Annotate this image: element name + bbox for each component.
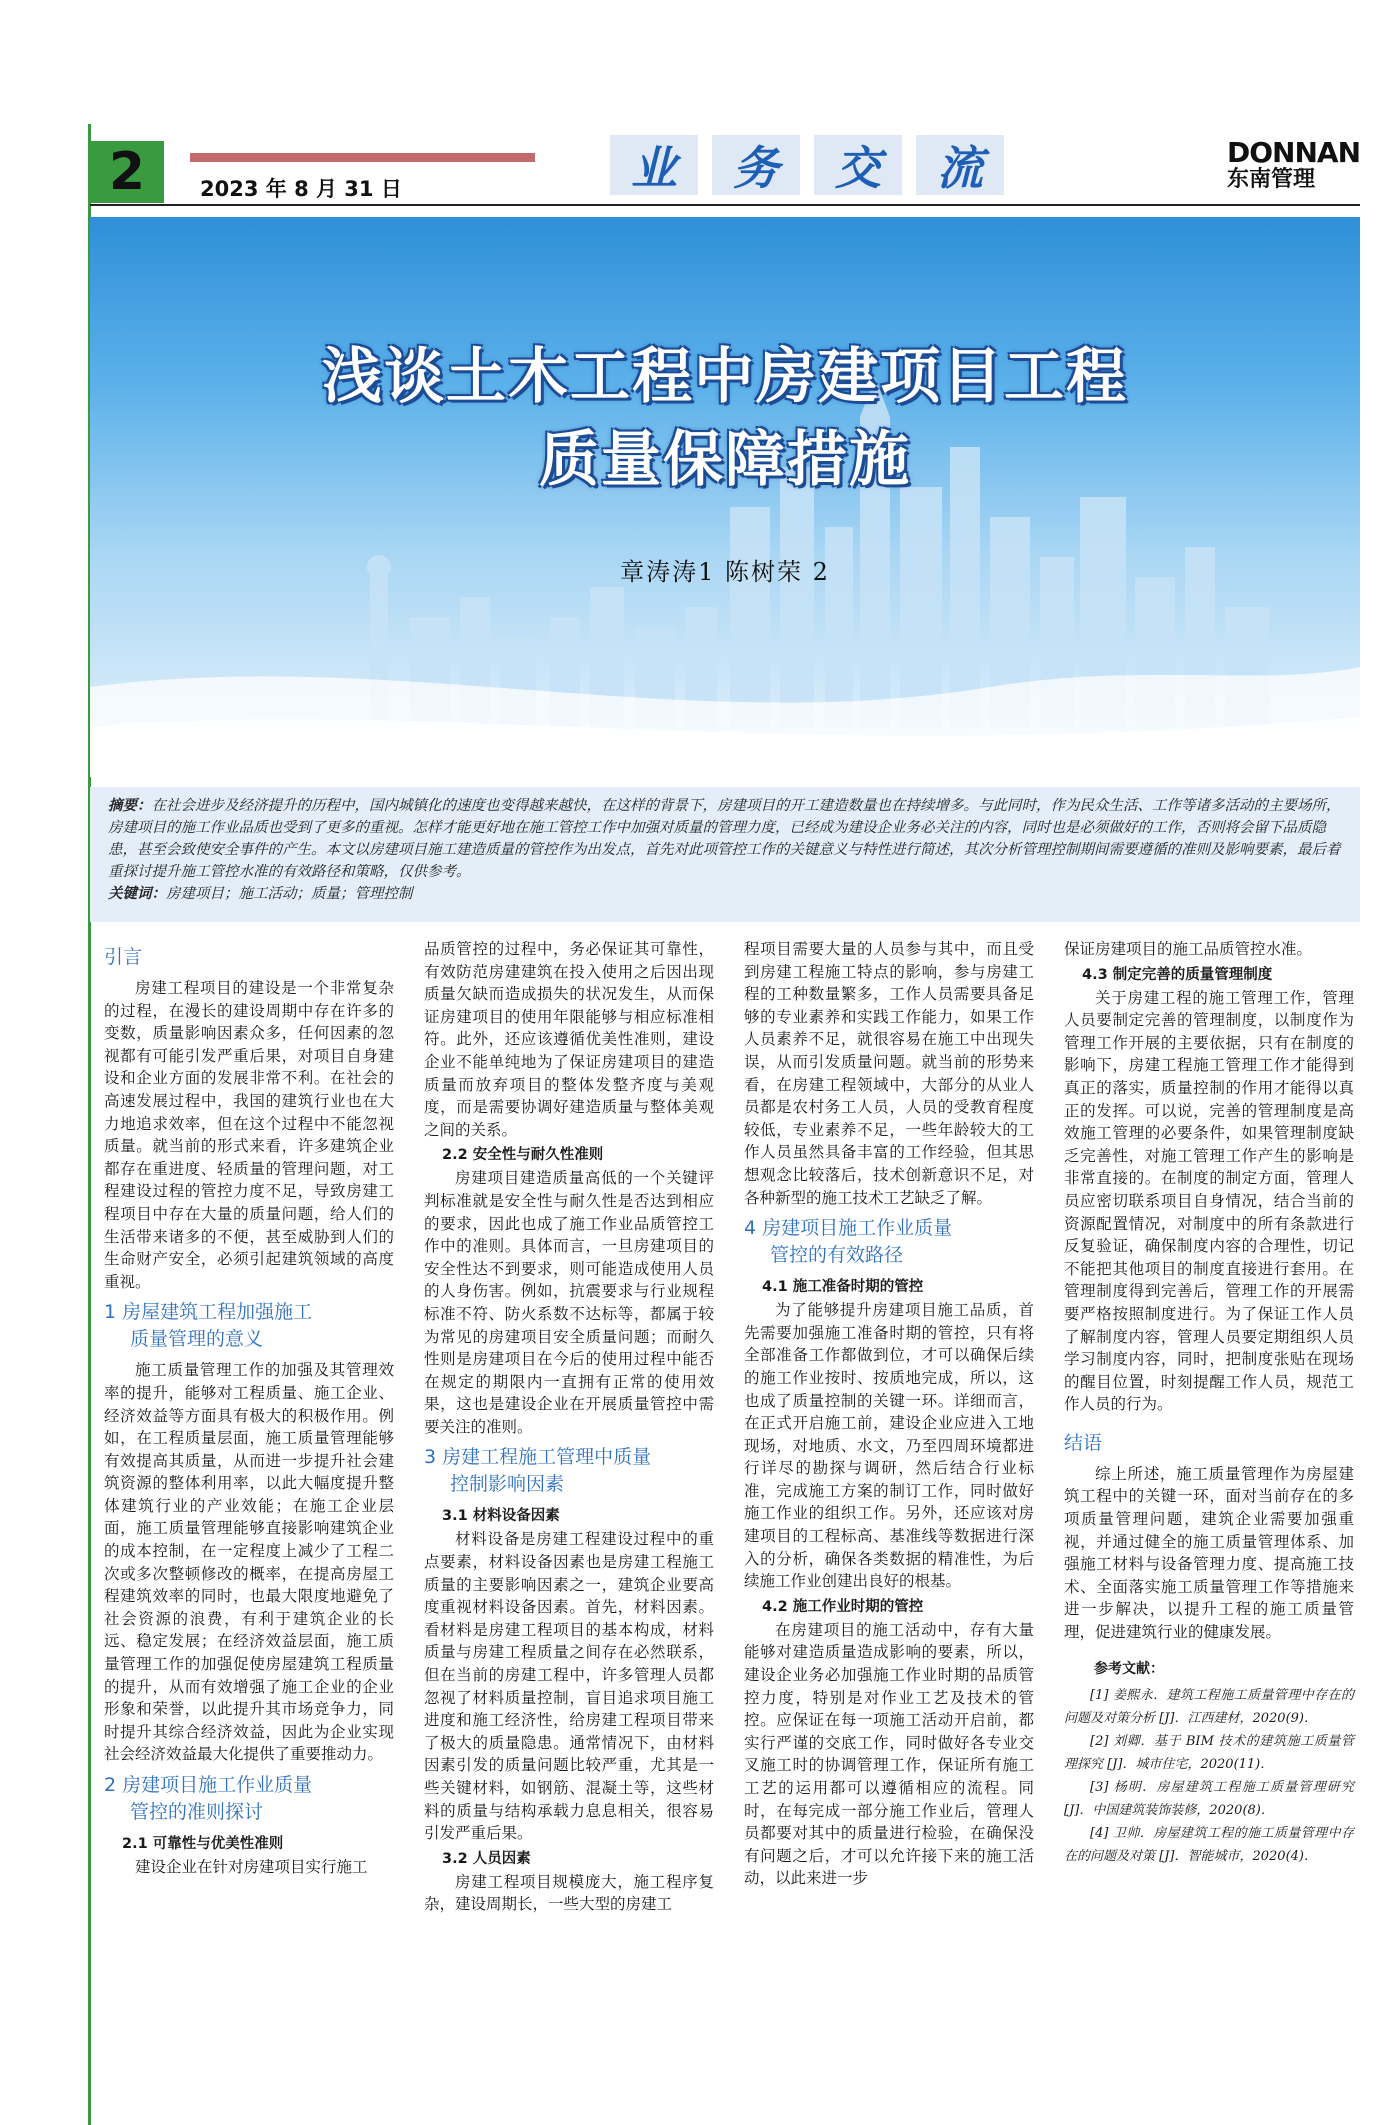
article-body [104, 938, 1354, 2108]
references-title: 参考文献： [1094, 1660, 1164, 1677]
abstract-box [90, 787, 1360, 922]
subheading-3-2: 3.2 人员因素 [442, 1850, 531, 1867]
paragraph: 房建工程项目规模庞大，施工程序复杂，建设周期长，一些大型的房建工 [424, 1872, 714, 1914]
column-3 [744, 938, 1034, 1890]
abstract-text: 在社会进步及经济提升的历程中，国内城镇化的速度也变得越来越快，在这样的背景下，房建项目的开工建造数量也在持续增多。与此同时，作为民众生活、工作等诸多活动的主要场所，房建项目的施工作业品质也受到了更多的重视。怎样才能更好地在施工管控工作中加强对质量的管理力度，已经成为建设企业务必关注的内容，同时也是必须做好的工作，否则将会留下品质隐患，甚至会致使安全事件的产生。本文以房建项目施工建造质量的管控作为出发点，首先对此项管控工作的关键意义与特性进行简述，其次分析管理控制期间需要遵循的准则及影响要素，最后着重探讨提升施工管控水准的有效路径和策略，仅供参考。 [108, 798, 1341, 880]
page-number-box [90, 141, 164, 203]
keywords [108, 883, 1342, 905]
article-authors: 章涛涛1 陈树荣 2 [620, 558, 830, 586]
subheading-4-2: 4.2 施工作业时期的管控 [762, 1598, 924, 1615]
paragraph: 关于房建工程的施工管理工作，管理人员要制定完善的管理制度，以制度作为管理工作开展的主要依据，只有在制度的影响下，房建工程施工管理工作才能得到真正的落实，质量控制的作用才能得以真正的发挥。可以说，完善的管理制度是高效施工管理的必要条件，如果管理制度缺乏完善性，对施工管理工作产生的影响是非常直接的。在制度的制定方面，管理人员应密切联系项目自身情况，结合当前的资源配置情况，对制度中的所有条款进行反复验证，确保制度内容的合理性，切记不能把其他项目的制度直接进行套用。在管理制度得到完善后，管理工作的开展需要严格按照制度进行。为了保证工作人员了解制度内容，管理人员要定期组织人员学习制度内容，同时，把制度张贴在现场的醒目位置，时刻提醒工作人员，规范工作人员的行为。 [1064, 988, 1354, 1414]
subheading-4-1: 4.1 施工准备时期的管控 [762, 1279, 924, 1296]
heading-line: 1 房屋建筑工程加强施工 [104, 1301, 313, 1324]
heading-line: 管控的有效路径 [770, 1244, 904, 1267]
logo-cn: 东南管理 [1226, 167, 1315, 192]
paragraph: 材料设备是房建工程建设过程中的重点要素，材料设备因素也是房建工程施工质量的主要影响因素之一，建筑企业要高度重视材料设备因素。首先，材料因素。看材料是房建工程项目的基本构成，材料质量与房建工程质量之间存在必然联系，但在当前的房建工程中，许多管理人员都忽视了材料质量控制，盲目追求项目施工进度和施工经济性，给房建工程项目带来了极大的质量隐患。通常情况下，由材料因素引发的质量问题比较严重，尤其是一些关键材料，如钢筋、混凝土等，这些材料的质量与结构承载力息息相关，很容易引发严重后果。 [424, 1530, 714, 1843]
article-title-line2: 质量保障措施 [539, 425, 911, 495]
issue-date: 2023 年 8 月 31 日 [200, 177, 402, 201]
subheading-3-1: 3.1 材料设备因素 [442, 1508, 560, 1525]
article-title-line1: 浅谈土木工程中房建项目工程 [322, 342, 1128, 412]
heading-line: 管控的准则探讨 [130, 1801, 264, 1823]
paragraph: 品质管控的过程中，务必保证其可靠性，有效防范房建建筑在投入使用之后因出现质量欠缺而造成损失的状况发生，从而保证房建项目的使用年限能够与相应标准相符。此外，还应该遵循优美性准则，建设企业不能单纯地为了保证房建项目的建造质量而放弃项目的整体发整齐度与美观度，而是需要协调好建造质量与整体美观之间的关系。 [424, 940, 714, 1139]
column-2 [424, 938, 714, 1916]
heading-line: 质量管理的意义 [130, 1328, 264, 1351]
masthead-rule [90, 204, 1360, 206]
heading-line: 3 房建工程施工管理中质量 [424, 1446, 652, 1469]
keywords-text: 房建项目；施工活动；质量；管理控制 [166, 886, 413, 902]
section-title [610, 135, 1004, 195]
heading-section-2 [104, 1772, 394, 1826]
keywords-label: 关键词： [108, 886, 166, 902]
article-banner [90, 217, 1360, 777]
paragraph: 房建工程项目的建设是一个非常复杂的过程，在漫长的建设周期中存在许多的变数，质量影响因素众多，任何因素的忽视都有可能引发严重后果，对项目自身建设和企业方面的发展非常不利。在社会的高速发展过程中，我国的建筑行业也在大力地追求效率，但在这个过程中不能忽视质量。就当前的形式来看，许多建筑企业都存在重进度、轻质量的管理问题，对工程建设过程的管控力度不足，导致房建工程项目中存在大量的质量问题，给人们的生活带来诸多的不便，甚至威胁到人们的生命财产安全，必须引起建筑领域的高度重视。 [104, 979, 394, 1291]
heading-line: 4 房建项目施工作业质量 [744, 1217, 953, 1240]
subheading-2-2: 2.2 安全性与耐久性准则 [442, 1147, 604, 1164]
heading-section-4 [744, 1215, 1034, 1269]
abstract [108, 795, 1342, 883]
reference-item: [4] 卫帅．房屋建筑工程的施工质量管理中存在的问题及对策 [J]．智能城市，2020(4)． [1064, 1826, 1354, 1865]
reference-item: [3] 杨明．房屋建筑工程施工质量管理研究 [J]．中国建筑装饰装修，2020(8)． [1064, 1780, 1354, 1819]
paragraph: 保证房建项目的施工品质管控水准。 [1064, 940, 1313, 958]
paragraph: 在房建项目的施工活动中，存有大量能够对建造质量造成影响的要素，所以，建设企业务必加强施工作业时期的品质管控力度，特别是对作业工艺及技术的管控。应保证在每一项施工活动开启前，都实行严谨的交底工作，同时做好各专业交叉施工时的协调管理工作，保证所有施工工艺的运用都可以遵循相应的流程。同时，在每完成一部分施工作业后，管理人员都要对其中的质量进行检验，在确保没有问题之后，才可以允许接下来的施工活动，以此来进一步 [744, 1620, 1034, 1888]
reference-item: [1] 姜熙永．建筑工程施工质量管理中存在的问题及对策分析 [J]．江西建材，2020(9)． [1064, 1688, 1354, 1727]
heading-section-1 [104, 1299, 394, 1353]
section-char-4: 流 [916, 135, 1004, 195]
decorative-bar [190, 153, 535, 162]
section-char-3: 交 [814, 135, 902, 195]
paragraph: 为了能够提升房建项目施工品质，首先需要加强施工准备时期的管控，只有将全部准备工作都做到位，才可以确保后续的施工作业按时、按质地完成，所以，这也成了质量控制的关键一环。详细而言，在正式开启施工前，建设企业应进入工地现场，对地质、水文，乃至四周环境都进行详尽的勘探与调研，然后结合行业标准，完成施工方案的制订工作，同时做好施工作业的组织工作。另外，还应该对房建项目的工程标高、基准线等数据进行深入的分析，确保各类数据的精准性，为后续施工作业创建出良好的根基。 [744, 1301, 1034, 1591]
masthead [90, 123, 1360, 203]
page-number: 2 [108, 142, 146, 202]
paragraph: 房建项目建造质量高低的一个关键评判标准就是安全性与耐久性是否达到相应的要求，因此也成了施工作业品质管控工作中的准则。具体而言，一旦房建项目的安全性达不到要求，则可能造成使用人员的人身伤害。例如，抗震要求与行业规程标准不符、防火系数不达标等，都属于较为常见的房建项目安全质量问题；而耐久性则是房建项目在今后的使用过程中能否在规定的期限内一直拥有正常的使用效果，这也是建设企业在开展质量管控中需要关注的准则。 [424, 1169, 714, 1436]
paragraph: 建设企业在针对房建项目实行施工 [135, 1858, 368, 1876]
logo-en: DONNAN [1226, 136, 1360, 169]
paragraph: 施工质量管理工作的加强及其管理效率的提升，能够对工程质量、施工企业、经济效益等方面具有极大的积极作用。例如，在工程质量层面，施工质量管理能够有效提高其质量，从而进一步提升社会建筑资源的整体利用率，以此大幅度提升整体建筑行业的产业效能；在施工企业层面，施工质量管理能够直接影响建筑企业的成本控制，在一定程度上减少了工程二次或多次整顿修改的概率，在提高房屋工程建筑效率的同时，也最大限度地避免了社会资源的浪费，有利于建筑企业的长远、稳定发展；在经济效益层面，施工质量管理工作的加强促使房屋建筑工程质量的提升，从而有效增强了施工企业的企业形象和荣誉，以此提升其市场竞争力，同时提升其综合经济效益，因此为企业实现社会经济效益最大化提供了重要推动力。 [104, 1361, 394, 1764]
subheading-4-3: 4.3 制定完善的质量管理制度 [1082, 966, 1273, 983]
abstract-label: 摘要： [108, 798, 152, 814]
heading-introduction: 引言 [104, 946, 143, 968]
heading-conclusion: 结语 [1064, 1431, 1103, 1454]
column-4 [1064, 938, 1354, 1868]
paragraph: 程项目需要大量的人员参与其中，而且受到房建工程施工特点的影响，参与房建工程的工种数量繁多，工作人员需要具备足够的专业素养和实践工作能力，如果工作人员素养不足，就很容易在施工中出现失误，从而引发质量问题。就当前的形势来看，在房建工程领域中，大部分的从业人员都是农村务工人员，人员的受教育程度较低，专业素养不足，一些年龄较大的工作人员虽然具备丰富的工作经验，但其思想观念比较落后，技术创新意识不足，对各种新型的施工技术工艺缺乏了解。 [744, 940, 1034, 1207]
heading-line: 控制影响因素 [450, 1473, 565, 1496]
column-1 [104, 938, 394, 1879]
subheading-2-1: 2.1 可靠性与优美性准则 [122, 1836, 284, 1852]
paragraph: 综上所述，施工质量管理作为房屋建筑工程中的关键一环，面对当前存在的多项质量管理问题，建筑企业需要加强重视，并通过健全的施工质量管理体系、加强施工材料与设备管理力度、提高施工技术、全面落实施工质量管理工作等措施来进一步解决，以提升工程的施工质量管理，促进建筑行业的健康发展。 [1064, 1464, 1354, 1642]
section-char-1: 业 [610, 135, 698, 195]
reference-item: [2] 刘卿．基于 BIM 技术的建筑施工质量管理探究 [J]．城市住宅，2020(11)． [1064, 1734, 1354, 1773]
section-char-2: 务 [712, 135, 800, 195]
publication-logo [1226, 136, 1360, 193]
heading-line: 2 房建项目施工作业质量 [104, 1774, 313, 1796]
heading-section-3 [424, 1444, 714, 1498]
